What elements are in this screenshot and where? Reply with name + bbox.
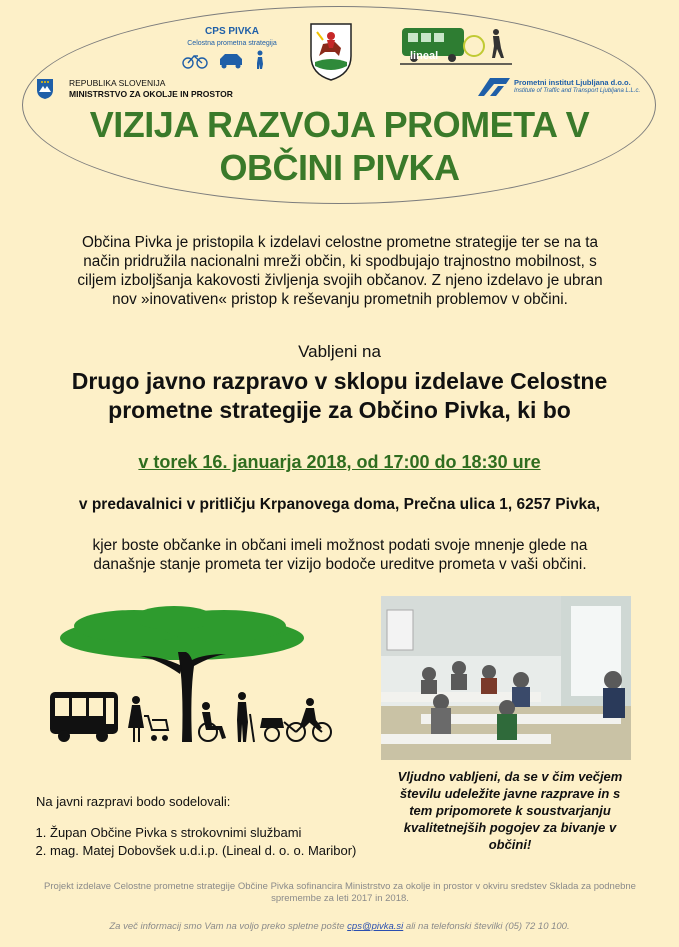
- page-title-line1: VIZIJA RAZVOJA PROMETA V: [89, 104, 590, 145]
- wheelchair-user-icon: [199, 702, 226, 741]
- meeting-photo-image: [381, 596, 631, 760]
- event-venue: v predavalnici v pritličju Krpanovega doma, Prečna ulica 1, 6257 Pivka,: [78, 496, 601, 513]
- invitation-lead: Vabljeni na: [298, 342, 381, 361]
- callout-line: Vljudno vabljeni, da se v čim večjem: [397, 769, 623, 784]
- opinion-paragraph: [60, 536, 620, 574]
- opinion-line1: kjer boste občanke in občani imeli možnost podati svoje mnenje glede na: [92, 537, 588, 554]
- opinion-line2: današnje stanje prometa ter vizijo bodoče ureditve prometa v vaši občini.: [93, 556, 587, 573]
- woman-with-stroller-icon: [128, 696, 168, 742]
- callout-line: tem pripomorete k soustvarjanju: [409, 803, 611, 818]
- meeting-photo: [381, 596, 631, 760]
- bicycle-icon: [183, 56, 207, 68]
- invitation-callout: [385, 768, 635, 853]
- list-item: 2. mag. Matej Dobovšek u.d.i.p. (Lineal d. o. o. Maribor): [50, 842, 356, 860]
- institute-mark-icon: [476, 76, 512, 98]
- page-title-line2: OBČINI PIVKA: [219, 147, 460, 188]
- pedestrian-icon: [257, 51, 263, 70]
- institute-line2: Institute of Traffic and Transport Ljubljana L.L.c.: [514, 88, 641, 94]
- ministry-line2: MINISTRSTVO ZA OKOLJE IN PROSTOR: [69, 89, 233, 99]
- cyclist-with-trailer-icon: [260, 698, 331, 741]
- pivka-coat-of-arms: [309, 22, 353, 82]
- intro-paragraph: [58, 233, 622, 309]
- funding-note-line1: Projekt izdelave Celostne prometne strategije Občine Pivka sofinancira Ministrstvo za okolje in prostor v okviru sredstev Sklada za podnebne: [44, 881, 636, 892]
- cps-pivka-logo: [176, 26, 288, 74]
- walker-icon: [492, 29, 504, 58]
- callout-line: kvalitetnejših pogojev za bivanje v: [403, 820, 617, 835]
- cps-logo-subtitle: Celostna prometna strategija: [187, 40, 277, 47]
- intro-line: nov »inovativen« pristop k reševanju prometnih problemov v občini.: [112, 291, 568, 308]
- cps-logo-title: CPS PIVKA: [205, 26, 259, 37]
- contact-line: [0, 921, 679, 932]
- slovenia-emblem-icon: [36, 78, 54, 100]
- funding-note-line2: spremembe za leti 2017 in 2018.: [271, 893, 409, 904]
- transport-icons: [176, 49, 288, 71]
- event-date: v torek 16. januarja 2018, od 17:00 do 18:30 ure: [138, 452, 541, 472]
- headline-line2: prometne strategije za Občino Pivka, ki bo: [108, 397, 571, 423]
- callout-line: občini!: [488, 837, 532, 852]
- lineal-logo: [400, 24, 512, 68]
- participants-list: [36, 824, 356, 860]
- intro-line: Občina Pivka je pristopila k izdelavi celostne prometne strategije ter se na ta: [81, 234, 599, 251]
- car-icon: [220, 54, 242, 69]
- elderly-with-cane-icon: [237, 692, 254, 742]
- callout-line: številu udeležite javne razprave in s: [399, 786, 621, 801]
- funding-note: [40, 881, 640, 905]
- ministry-line1: REPUBLIKA SLOVENIJA: [69, 78, 166, 88]
- lineal-logo-text: lineal: [410, 50, 439, 62]
- contact-suffix: ali na telefonski številki (05) 72 10 100.: [405, 921, 570, 932]
- institute-line1: Prometni institut Ljubljana d.o.o.: [514, 78, 631, 87]
- list-item: 1. Župan Občine Pivka s strokovnimi službami: [50, 824, 356, 842]
- mobility-tree-illustration: [44, 604, 334, 754]
- tree-icon: [60, 606, 304, 660]
- contact-email-link[interactable]: cps@pivka.si: [347, 921, 404, 932]
- intro-line: ciljem izboljšanja kakovosti življenja svojih občanov. Z njeno izdelavo je ubran: [77, 272, 603, 289]
- intro-line: način pridružila nacionalni mreži občin, ki spodbujajo trajnostno mobilnost, s: [83, 253, 597, 270]
- bus-icon: [50, 692, 118, 742]
- headline-line1: Drugo javno razpravo v sklopu izdelave Celostne: [71, 368, 608, 394]
- participants-intro: Na javni razpravi bodo sodelovali:: [36, 794, 231, 809]
- contact-prefix: Za več informacij smo Vam na voljo preko spletne pošte: [109, 921, 345, 932]
- invitation-headline: [0, 367, 679, 425]
